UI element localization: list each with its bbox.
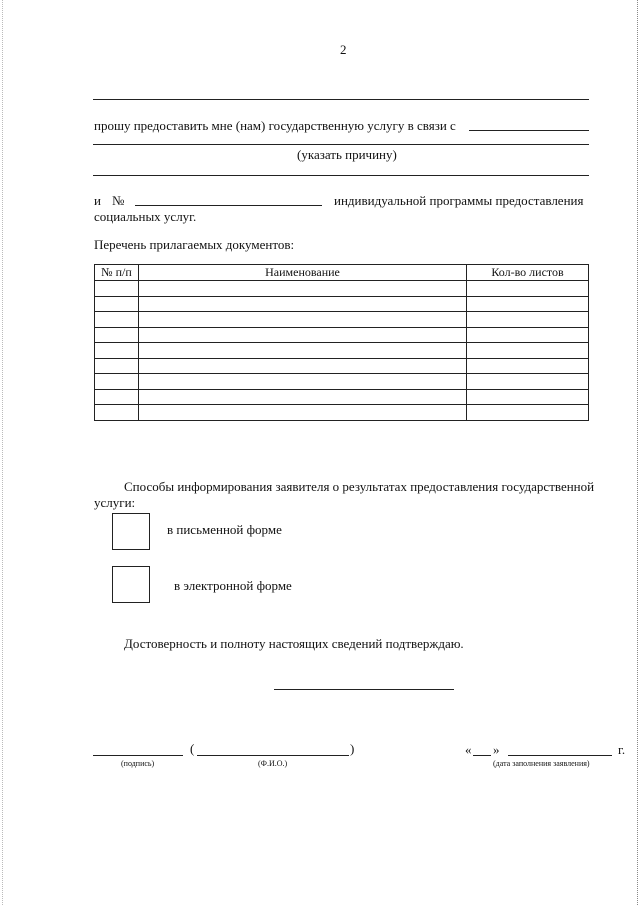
date-quote-open: « xyxy=(465,742,472,757)
table-row xyxy=(95,374,589,390)
cell-sheets[interactable] xyxy=(467,358,589,374)
cell-sheets[interactable] xyxy=(467,312,589,328)
cell-name[interactable] xyxy=(139,374,467,390)
program-text-line2: социальных услуг. xyxy=(94,209,197,224)
program-text-line1: индивидуальной программы предоставления xyxy=(334,193,584,208)
program-and: и xyxy=(94,193,101,208)
cell-name[interactable] xyxy=(139,281,467,297)
reason-blank-inline xyxy=(469,130,589,131)
table-row xyxy=(95,343,589,359)
cell-number[interactable] xyxy=(95,343,139,359)
fio-blank xyxy=(197,755,349,756)
scan-edge-right xyxy=(637,0,639,905)
scan-edge-left xyxy=(2,0,4,905)
reason-hint: (указать причину) xyxy=(297,147,397,162)
notify-line2: услуги: xyxy=(94,495,136,510)
cell-number[interactable] xyxy=(95,327,139,343)
cell-sheets[interactable] xyxy=(467,389,589,405)
signature-blank xyxy=(93,755,183,756)
documents-title: Перечень прилагаемых документов: xyxy=(94,237,295,252)
program-number-sign: № xyxy=(112,193,125,208)
written-form-label: в письменной форме xyxy=(167,522,282,537)
reason-blank-line xyxy=(93,144,589,145)
request-text: прошу предоставить мне (нам) государственную услугу в связи с xyxy=(94,118,456,133)
cell-number[interactable] xyxy=(95,358,139,374)
cell-sheets[interactable] xyxy=(467,343,589,359)
cell-name[interactable] xyxy=(139,358,467,374)
fio-open-paren: ( xyxy=(190,741,195,756)
table-row xyxy=(95,389,589,405)
confirmation-text: Достоверность и полноту настоящих сведений подтверждаю. xyxy=(124,636,464,651)
date-day-blank xyxy=(473,755,491,756)
reason-blank-line-2 xyxy=(93,175,589,176)
cell-sheets[interactable] xyxy=(467,281,589,297)
cell-sheets[interactable] xyxy=(467,327,589,343)
table-row xyxy=(95,296,589,312)
table-row xyxy=(95,405,589,421)
cell-name[interactable] xyxy=(139,296,467,312)
cell-sheets[interactable] xyxy=(467,374,589,390)
notify-line1: Способы информирования заявителя о результатах предоставления государственной xyxy=(124,479,595,494)
table-row xyxy=(95,358,589,374)
table-row xyxy=(95,327,589,343)
documents-table-header xyxy=(95,265,589,281)
program-number-blank xyxy=(135,205,322,206)
date-year-suffix: г. xyxy=(618,742,626,757)
page-number: 2 xyxy=(340,42,347,57)
cell-name[interactable] xyxy=(139,343,467,359)
top-blank-line xyxy=(93,99,589,100)
cell-sheets[interactable] xyxy=(467,296,589,312)
cell-name[interactable] xyxy=(139,389,467,405)
cell-number[interactable] xyxy=(95,312,139,328)
column-sheets: Кол-во листов xyxy=(467,265,589,281)
cell-number[interactable] xyxy=(95,296,139,312)
date-caption: (дата заполнения заявления) xyxy=(493,759,590,768)
cell-name[interactable] xyxy=(139,327,467,343)
date-quote-close: » xyxy=(493,742,500,757)
cell-number[interactable] xyxy=(95,405,139,421)
cell-number[interactable] xyxy=(95,389,139,405)
column-number: № п/п xyxy=(95,265,139,281)
fio-caption: (Ф.И.О.) xyxy=(258,759,288,768)
electronic-form-label: в электронной форме xyxy=(174,578,292,593)
cell-name[interactable] xyxy=(139,405,467,421)
cell-sheets[interactable] xyxy=(467,405,589,421)
signature-caption: (подпись) xyxy=(121,759,155,768)
cell-number[interactable] xyxy=(95,281,139,297)
table-row xyxy=(95,312,589,328)
electronic-form-checkbox[interactable] xyxy=(112,566,150,603)
written-form-checkbox[interactable] xyxy=(112,513,150,550)
date-month-blank xyxy=(508,755,612,756)
column-name: Наименование xyxy=(139,265,467,281)
documents-table xyxy=(94,264,589,421)
cell-number[interactable] xyxy=(95,374,139,390)
table-row xyxy=(95,281,589,297)
fio-close-paren: ) xyxy=(350,741,355,756)
confirmation-signature-line xyxy=(274,689,454,690)
cell-name[interactable] xyxy=(139,312,467,328)
